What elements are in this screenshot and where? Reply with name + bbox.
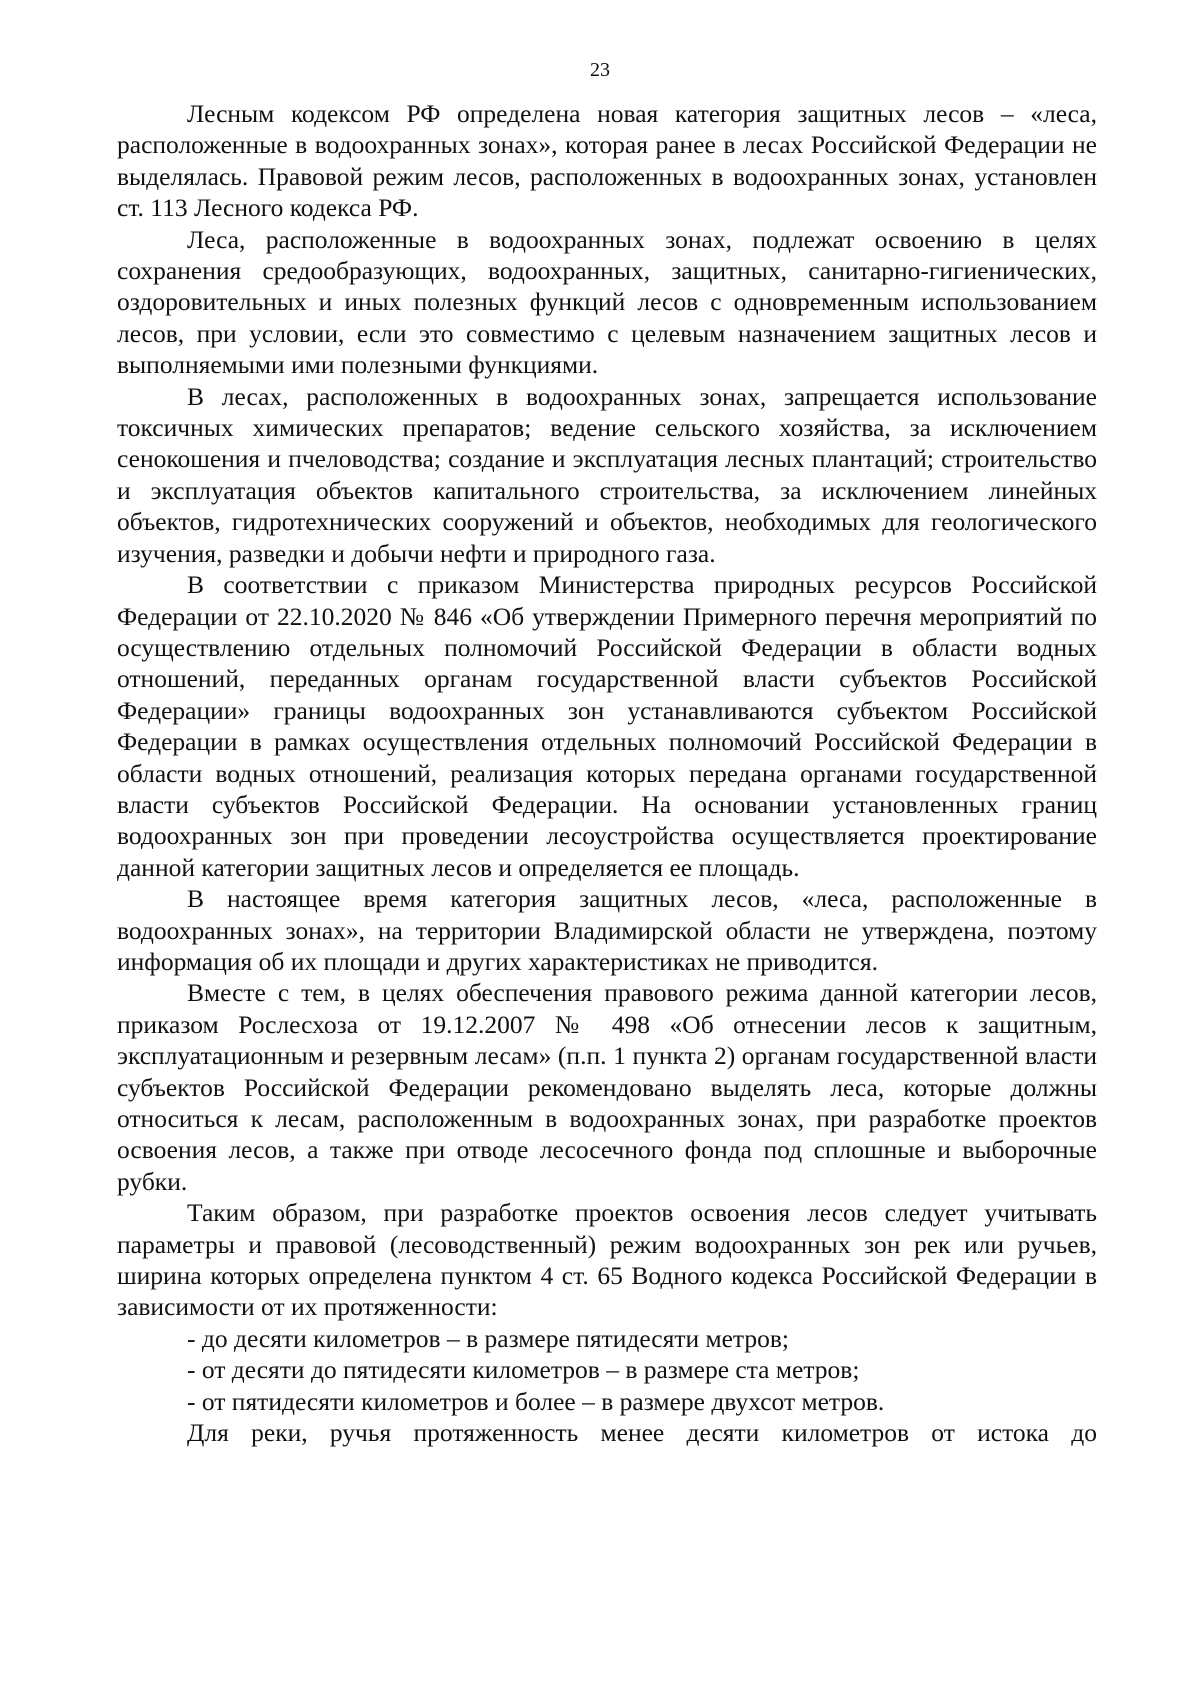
list-item: - от десяти до пятидесяти километров – в размере ста метров; (187, 1355, 860, 1385)
paragraph: В соответствии с приказом Министерства природных ресурсов Российской Федерации от 22.10.2020 № 846 «Об утверждении Примерного перечня мероприятий по осуществлению отдельных полномочий Российской Федерации в области водных отношений, переданных органам государственной власти субъектов Российской Федерации» границы водоохранных зон устанавливаются субъектом Российской Федерации в рамках осуществления отдельных полномочий Российской Федерации в области водных отношений, реализация которых передана органами государственной власти субъектов Российской Федерации. На основании установленных границ водоохранных зон при проведении лесоустройства осуществляется проектирование данной категории защитных лесов и определяется ее площадь. (117, 570, 1097, 882)
final-paragraph: Для реки, ручья протяженность менее десяти километров от истока до (187, 1418, 1097, 1448)
page-number: 23 (590, 59, 610, 81)
list-item: - до десяти километров – в размере пятидесяти метров; (187, 1323, 790, 1353)
paragraph: В настоящее время категория защитных лесов, «леса, расположенные в водоохранных зонах», на территории Владимирской области не утверждена, поэтому информация об их площади и других характеристиках не приводится. (117, 884, 1097, 976)
document-body (117, 98, 1097, 1448)
distance-list (117, 1323, 1097, 1417)
paragraph: Лесным кодексом РФ определена новая категория защитных лесов – «леса, расположенные в водоохранных зонах», которая ранее в лесах Российской Федерации не выделялась. Правовой режим лесов, расположенных в водоохранных зонах, установлен ст. 113 Лесного кодекса РФ. (117, 99, 1097, 223)
paragraph: Леса, расположенные в водоохранных зонах, подлежат освоению в целях сохранения средообразующих, водоохранных, защитных, санитарно-гигиенических, оздоровительных и иных полезных функций лесов с одновременным использованием лесов, при условии, если это совместимо с целевым назначением защитных лесов и выполняемыми ими полезными функциями. (117, 224, 1097, 380)
paragraph: В лесах, расположенных в водоохранных зонах, запрещается использование токсичных химических препаратов; ведение сельского хозяйства, за исключением сенокошения и пчеловодства; создание и эксплуатация лесных плантаций; строительство и эксплуатация объектов капитального строительства, за исключением линейных объектов, гидротехнических сооружений и объектов, необходимых для геологического изучения, разведки и добычи нефти и природного газа. (117, 381, 1097, 568)
paragraph: Вместе с тем, в целях обеспечения правового режима данной категории лесов, приказом Рослесхоза от 19.12.2007 № 498 «Об отнесении лесов к защитным, эксплуатационным и резервным лесам» (п.п. 1 пункта 2) органам государственной власти субъектов Российской Федерации рекомендовано выделять леса, которые должны относиться к лесам, расположенным в водоохранных зонах, при разработке проектов освоения лесов, а также при отводе лесосечного фонда под сплошные и выборочные рубки. (117, 978, 1097, 1196)
list-item: - от пятидесяти километров и более – в размере двухсот метров. (187, 1386, 885, 1416)
paragraph: Таким образом, при разработке проектов освоения лесов следует учитывать параметры и правовой (лесоводственный) режим водоохранных зон рек или ручьев, ширина которых определена пунктом 4 ст. 65 Водного кодекса Российской Федерации в зависимости от их протяженности: (117, 1198, 1097, 1322)
